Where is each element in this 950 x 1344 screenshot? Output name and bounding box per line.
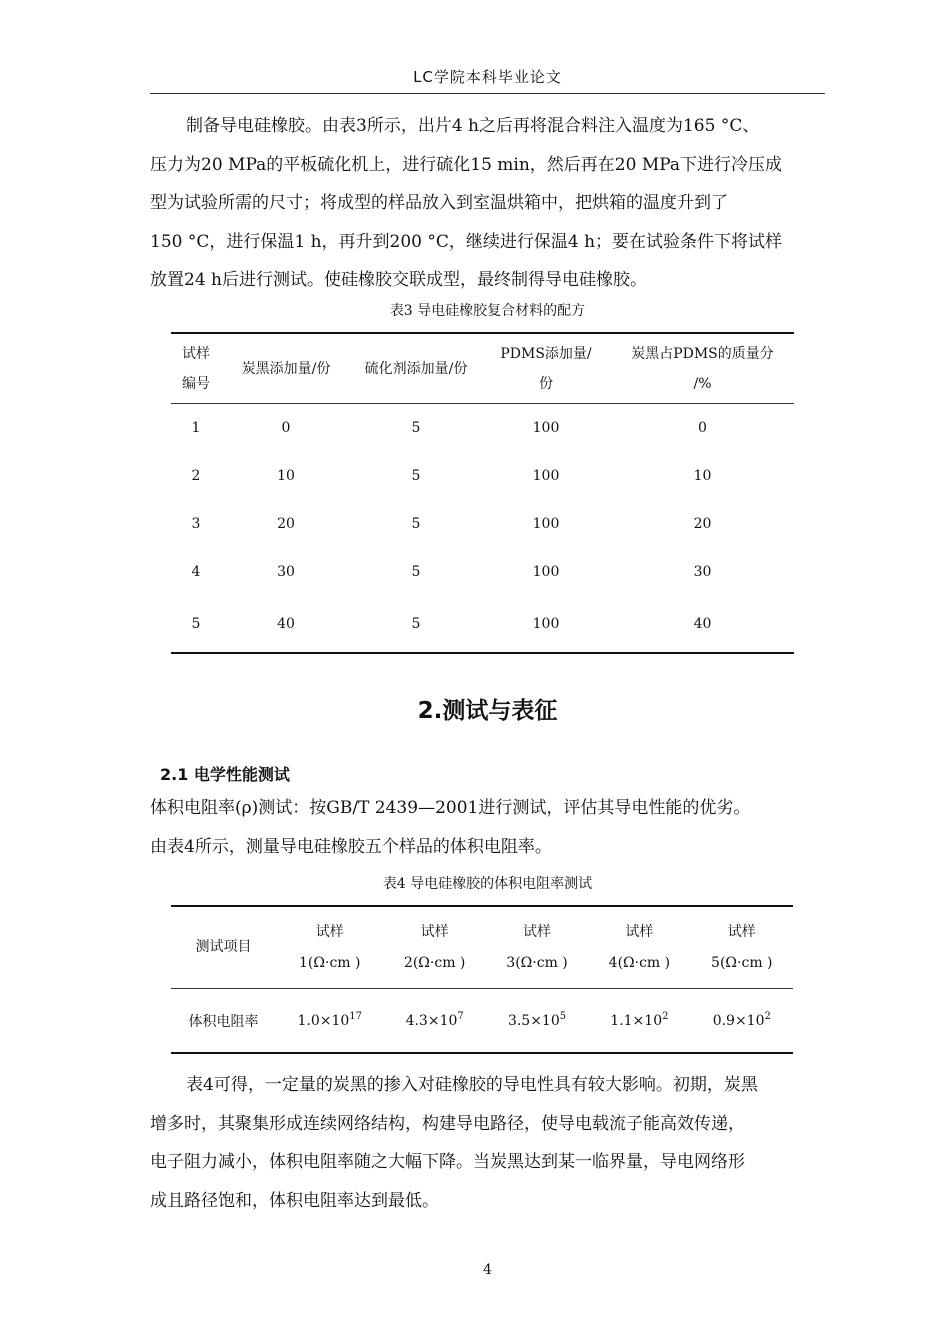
header-cell-sample-3: 试样 3(Ω·cm ) bbox=[486, 906, 588, 989]
text-line: 电子阻力减小，体积电阻率随之大幅下降。当炭黑达到某一临界量，导电网络形 bbox=[150, 1152, 745, 1172]
table-cell: 5 bbox=[411, 468, 421, 484]
running-header: LC学院本科毕业论文 bbox=[413, 68, 562, 86]
text-line: 体积电阻率(ρ)测试：按GB/T 2439—2001进行测试，评估其导电性能的优劣。 bbox=[150, 798, 751, 818]
subsection-heading: 2.1 电学性能测试 bbox=[160, 765, 290, 784]
table-cell: 100 bbox=[532, 468, 560, 484]
table-cell: 100 bbox=[532, 516, 560, 532]
table-cell: 40 bbox=[693, 616, 712, 632]
resistivity-value: $1.0\times 10^{17}$ bbox=[297, 1010, 363, 1029]
page-number: 4 bbox=[483, 1262, 492, 1278]
header-cell-sample-number: 试样 编号 bbox=[171, 333, 221, 404]
table-row bbox=[171, 452, 794, 500]
text-line: 压力为20 MPa的平板硫化机上，进行硫化15 min，然后再在20 MPa下进行冷压成 bbox=[150, 154, 783, 175]
table-cell: 2 bbox=[191, 468, 201, 484]
table-row bbox=[171, 500, 794, 548]
table-cell: 40 bbox=[277, 616, 295, 632]
text-line: 增多时，其聚集形成连续网络结构，构建导电路径，使导电载流子能高效传递， bbox=[150, 1113, 745, 1134]
header-cell-carbon-black: 炭黑添加量/份 bbox=[221, 333, 351, 404]
resistivity-value: $3.5\times 10^5$ bbox=[507, 1010, 567, 1029]
header-cell-sample-4: 试样 4(Ω·cm ) bbox=[588, 906, 690, 989]
text-line: 150 °C，进行保温1 h，再升到200 °C，继续进行保温4 h；要在试验条件下将试样 bbox=[150, 231, 783, 252]
header-cell-pdms: PDMS添加量/ 份 bbox=[481, 333, 611, 404]
table-cell: 5 bbox=[191, 616, 201, 632]
header-cell-sample-5: 试样 5(Ω·cm ) bbox=[691, 906, 793, 989]
resistivity-value: $1.1\times 10^2$ bbox=[610, 1010, 669, 1029]
header-cell-test-item: 测试项目 bbox=[171, 906, 276, 989]
header-divider bbox=[150, 93, 825, 94]
resistivity-value: $4.3\times 10^7$ bbox=[405, 1010, 464, 1029]
table-cell: 5 bbox=[411, 616, 421, 632]
text-line: 型为试验所需的尺寸；将成型的样品放入到室温烘箱中，把烘箱的温度升到了 bbox=[150, 193, 728, 213]
table-cell: 100 bbox=[532, 420, 560, 436]
table-cell: 0 bbox=[281, 420, 291, 436]
table-cell: 30 bbox=[277, 564, 295, 580]
resistivity-table bbox=[171, 905, 793, 1054]
table-cell: 5 bbox=[411, 564, 421, 580]
header-cell-mass-fraction: 炭黑占PDMS的质量分 /% bbox=[611, 333, 794, 404]
section-heading: 2.测试与表征 bbox=[417, 698, 558, 724]
paragraph-preparation bbox=[150, 107, 825, 300]
paragraph-resistivity-test bbox=[150, 789, 825, 866]
table-cell: 10 bbox=[277, 468, 295, 484]
text-line: 表4可得，一定量的炭黑的掺入对硅橡胶的导电性具有较大影响。初期，炭黑 bbox=[186, 1075, 758, 1095]
table-row bbox=[171, 596, 794, 653]
table-cell: 100 bbox=[532, 564, 560, 580]
text-line: 放置24 h后进行测试。使硅橡胶交联成型，最终制得导电硅橡胶。 bbox=[150, 270, 647, 290]
resistivity-value: $0.9\times 10^2$ bbox=[712, 1010, 771, 1029]
table-row bbox=[171, 989, 793, 1054]
table-cell: 0 bbox=[698, 420, 707, 436]
text-line: 制备导电硅橡胶。由表3所示，出片4 h之后再将混合料注入温度为165 °C、 bbox=[186, 116, 760, 136]
text-line: 由表4所示，测量导电硅橡胶五个样品的体积电阻率。 bbox=[150, 836, 552, 857]
header-cell-curing-agent: 硫化剂添加量/份 bbox=[351, 333, 481, 404]
table-cell: 100 bbox=[532, 616, 560, 632]
table-cell: 10 bbox=[693, 468, 712, 484]
paragraph-analysis bbox=[150, 1066, 825, 1220]
table3-caption: 表3 导电硅橡胶复合材料的配方 bbox=[389, 303, 586, 319]
text-line: 成且路径饱和，体积电阻率达到最低。 bbox=[150, 1190, 439, 1211]
table-cell: 5 bbox=[411, 420, 421, 436]
table-cell: 5 bbox=[411, 516, 421, 532]
table-row bbox=[171, 404, 794, 453]
table-header-row bbox=[171, 906, 793, 989]
table-cell: 1 bbox=[191, 420, 201, 436]
table-cell: 20 bbox=[693, 516, 712, 532]
table-cell: 4 bbox=[191, 564, 201, 580]
table-row bbox=[171, 548, 794, 596]
table-header-row bbox=[171, 333, 794, 404]
table-cell: 3 bbox=[191, 516, 201, 532]
table4-caption: 表4 导电硅橡胶的体积电阻率测试 bbox=[382, 876, 593, 892]
table-cell: 20 bbox=[277, 516, 295, 532]
row-label: 体积电阻率 bbox=[188, 1013, 259, 1030]
formula-table bbox=[171, 332, 794, 654]
header-cell-sample-1: 试样 1(Ω·cm ) bbox=[276, 906, 384, 989]
table-cell: 30 bbox=[693, 564, 712, 580]
header-cell-sample-2: 试样 2(Ω·cm ) bbox=[384, 906, 486, 989]
